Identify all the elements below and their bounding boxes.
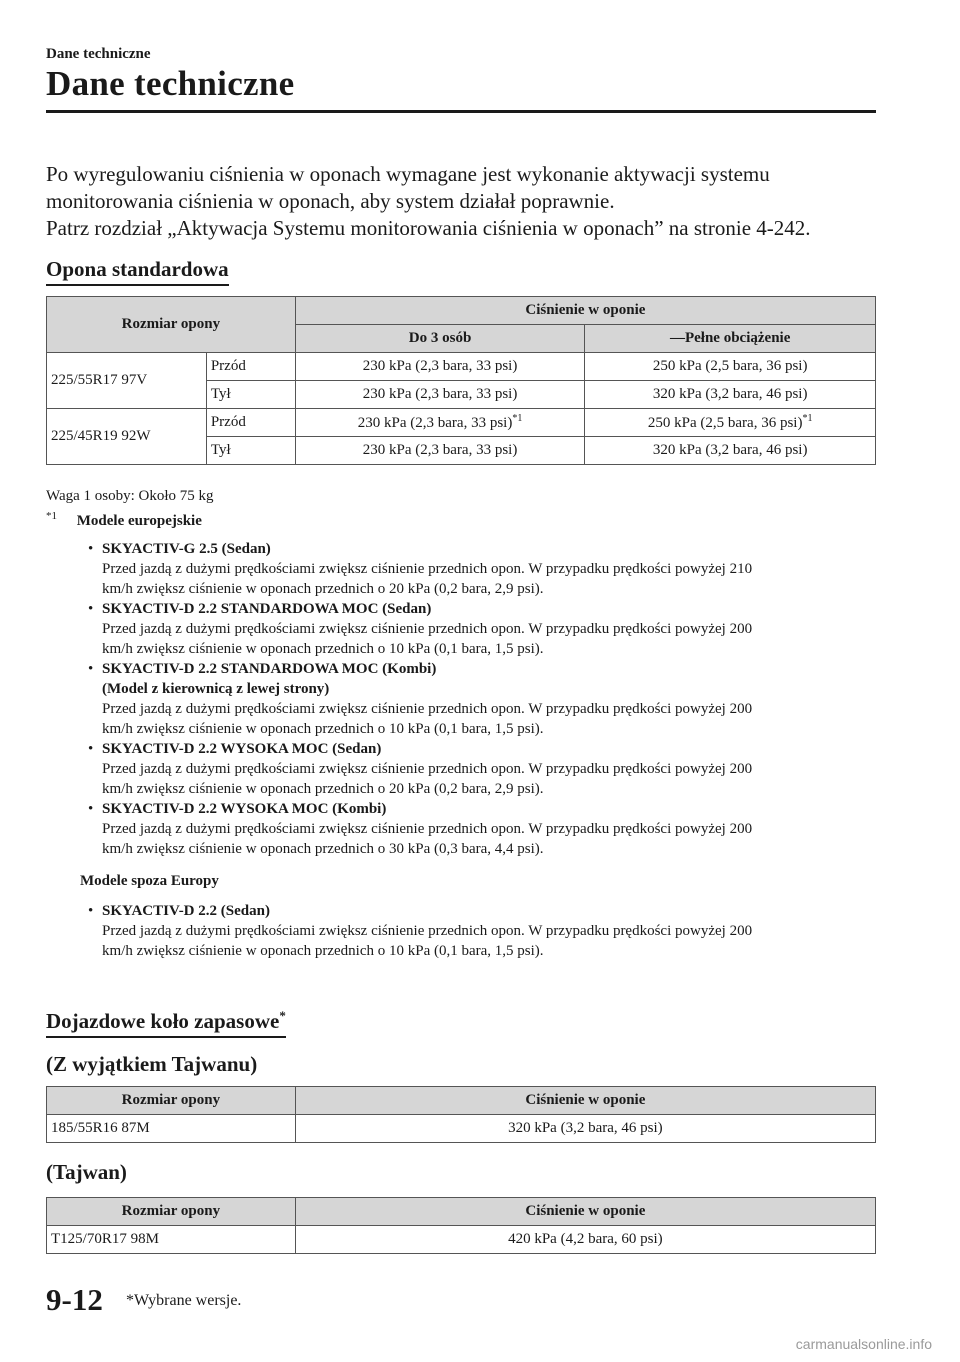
page-number: 9-12 [46,1282,103,1317]
model-text: Przed jazdą z dużymi prędkościami zwiększ ciśnienie przednich opon. W przypadku prędkości powyżej 200 [102,923,753,939]
pressure-cell: 320 kPa (3,2 bara, 46 psi) [295,1115,875,1143]
model-text: km/h zwiększ ciśnienie w oponach przednich o 30 kPa (0,3 bara, 4,4 psi). [102,841,544,857]
header-tire-size: Rozmiar opony [47,297,296,353]
spare-table-except-taiwan [46,1086,876,1143]
model-name: SKYACTIV-D 2.2 STANDARDOWA MOC (Kombi) [102,661,437,677]
tire-size-cell: 225/45R19 92W [47,409,207,465]
table-row [47,353,876,381]
optional-mark: * [279,1008,286,1023]
non-eu-title: Modele spoza Europy [80,873,219,889]
model-text: km/h zwiększ ciśnienie w oponach przednich o 20 kPa (0,2 bara, 2,9 psi). [102,581,544,597]
bullet: • [88,601,94,617]
table-header-row [47,1087,876,1115]
model-text: km/h zwiększ ciśnienie w oponach przednich o 10 kPa (0,1 bara, 1,5 psi). [102,943,544,959]
pressure-cell: 230 kPa (2,3 bara, 33 psi) [295,437,585,465]
header-full-load: ―Pełne obciążenie [585,325,876,353]
model-text: km/h zwiększ ciśnienie w oponach przednich o 10 kPa (0,1 bara, 1,5 psi). [102,641,544,657]
section-heading-standard: Opona standardowa [46,257,229,286]
pressure-value: 250 kPa (2,5 bara, 36 psi) [647,415,803,431]
header-tire-size: Rozmiar opony [47,1198,296,1226]
intro-paragraph [46,161,886,242]
tire-size-cell: T125/70R17 98M [47,1226,296,1254]
subheading-taiwan: (Tajwan) [46,1160,127,1184]
model-text: Przed jazdą z dużymi prędkościami zwiększ ciśnienie przednich opon. W przypadku prędkości powyżej 200 [102,621,753,637]
title-rule [46,110,876,113]
model-name: SKYACTIV-D 2.2 STANDARDOWA MOC (Sedan) [102,601,432,617]
footnote-mark: *1 [802,413,813,424]
running-head: Dane techniczne [46,46,151,62]
model-item [46,659,886,739]
header-tire-pressure: Ciśnienie w oponie [295,1087,875,1115]
model-item [46,739,886,799]
spare-table-taiwan [46,1197,876,1254]
axle-cell: Tył [206,437,295,465]
model-name: SKYACTIV-D 2.2 WYSOKA MOC (Kombi) [102,801,387,817]
bullet: • [88,801,94,817]
model-text: km/h zwiększ ciśnienie w oponach przednich o 10 kPa (0,1 bara, 1,5 psi). [102,721,544,737]
header-up-to-3: Do 3 osób [295,325,585,353]
pressure-cell [585,409,876,437]
watermark: carmanualsonline.info [795,1336,932,1352]
table-row [47,1226,876,1254]
tire-size-cell: 225/55R17 97V [47,353,207,409]
pressure-cell: 230 kPa (2,3 bara, 33 psi) [295,381,585,409]
model-item [46,539,886,599]
model-text: Przed jazdą z dużymi prędkościami zwiększ ciśnienie przednich opon. W przypadku prędkości powyżej 200 [102,701,753,717]
pressure-cell: 420 kPa (4,2 bara, 60 psi) [295,1226,875,1254]
model-item [46,901,886,961]
footnote-mark: *1 [46,510,57,522]
footer-note: *Wybrane wersje. [126,1292,242,1309]
european-model-list [46,539,886,859]
weight-note: Waga 1 osoby: Około 75 kg [46,488,214,504]
pressure-cell: 230 kPa (2,3 bara, 33 psi) [295,353,585,381]
axle-cell: Tył [206,381,295,409]
pressure-value: 230 kPa (2,3 bara, 33 psi) [357,415,513,431]
spare-heading-text: Dojazdowe koło zapasowe [46,1009,280,1033]
model-name: SKYACTIV-D 2.2 WYSOKA MOC (Sedan) [102,741,382,757]
page-title: Dane techniczne [46,64,295,103]
model-text: Przed jazdą z dużymi prędkościami zwiększ ciśnienie przednich opon. W przypadku prędkości powyżej 210 [102,561,753,577]
bullet: • [88,661,94,677]
header-tire-pressure: Ciśnienie w oponie [295,1198,875,1226]
tire-size-cell: 185/55R16 87M [47,1115,296,1143]
bullet: • [88,541,94,557]
pressure-cell: 320 kPa (3,2 bara, 46 psi) [585,381,876,409]
intro-line: monitorowania ciśnienia w oponach, aby system działał poprawnie. [46,189,615,213]
axle-cell: Przód [206,409,295,437]
intro-line-reference: Patrz rozdział „Aktywacja Systemu monitorowania ciśnienia w oponach” na stronie 4-242. [46,216,811,240]
header-tire-pressure: Ciśnienie w oponie [295,297,875,325]
model-name-extra: (Model z kierownicą z lewej strony) [102,681,330,697]
table-header-row [47,1198,876,1226]
model-text: Przed jazdą z dużymi prędkościami zwiększ ciśnienie przednich opon. W przypadku prędkości powyżej 200 [102,761,753,777]
footnotes [46,486,886,961]
model-text: km/h zwiększ ciśnienie w oponach przednich o 20 kPa (0,2 bara, 2,9 psi). [102,781,544,797]
intro-line: Po wyregulowaniu ciśnienia w oponach wymagane jest wykonanie aktywacji systemu [46,162,770,186]
model-name: SKYACTIV-D 2.2 (Sedan) [102,903,270,919]
section-heading-spare [46,1008,286,1038]
model-item [46,599,886,659]
footnote-line [46,506,886,531]
footnote-mark: *1 [512,413,523,424]
model-name: SKYACTIV-G 2.5 (Sedan) [102,541,271,557]
standard-tire-table [46,296,876,465]
header-tire-size: Rozmiar opony [47,1087,296,1115]
bullet: • [88,741,94,757]
footnote-title: Modele europejskie [76,513,202,529]
table-row [47,1115,876,1143]
model-text: Przed jazdą z dużymi prędkościami zwiększ ciśnienie przednich opon. W przypadku prędkości powyżej 200 [102,821,753,837]
subheading-except-taiwan: (Z wyjątkiem Tajwanu) [46,1052,258,1076]
pressure-cell: 250 kPa (2,5 bara, 36 psi) [585,353,876,381]
bullet: • [88,903,94,919]
pressure-cell [295,409,585,437]
table-header-row [47,297,876,325]
table-row [47,409,876,437]
model-item [46,799,886,859]
pressure-cell: 320 kPa (3,2 bara, 46 psi) [585,437,876,465]
axle-cell: Przód [206,353,295,381]
